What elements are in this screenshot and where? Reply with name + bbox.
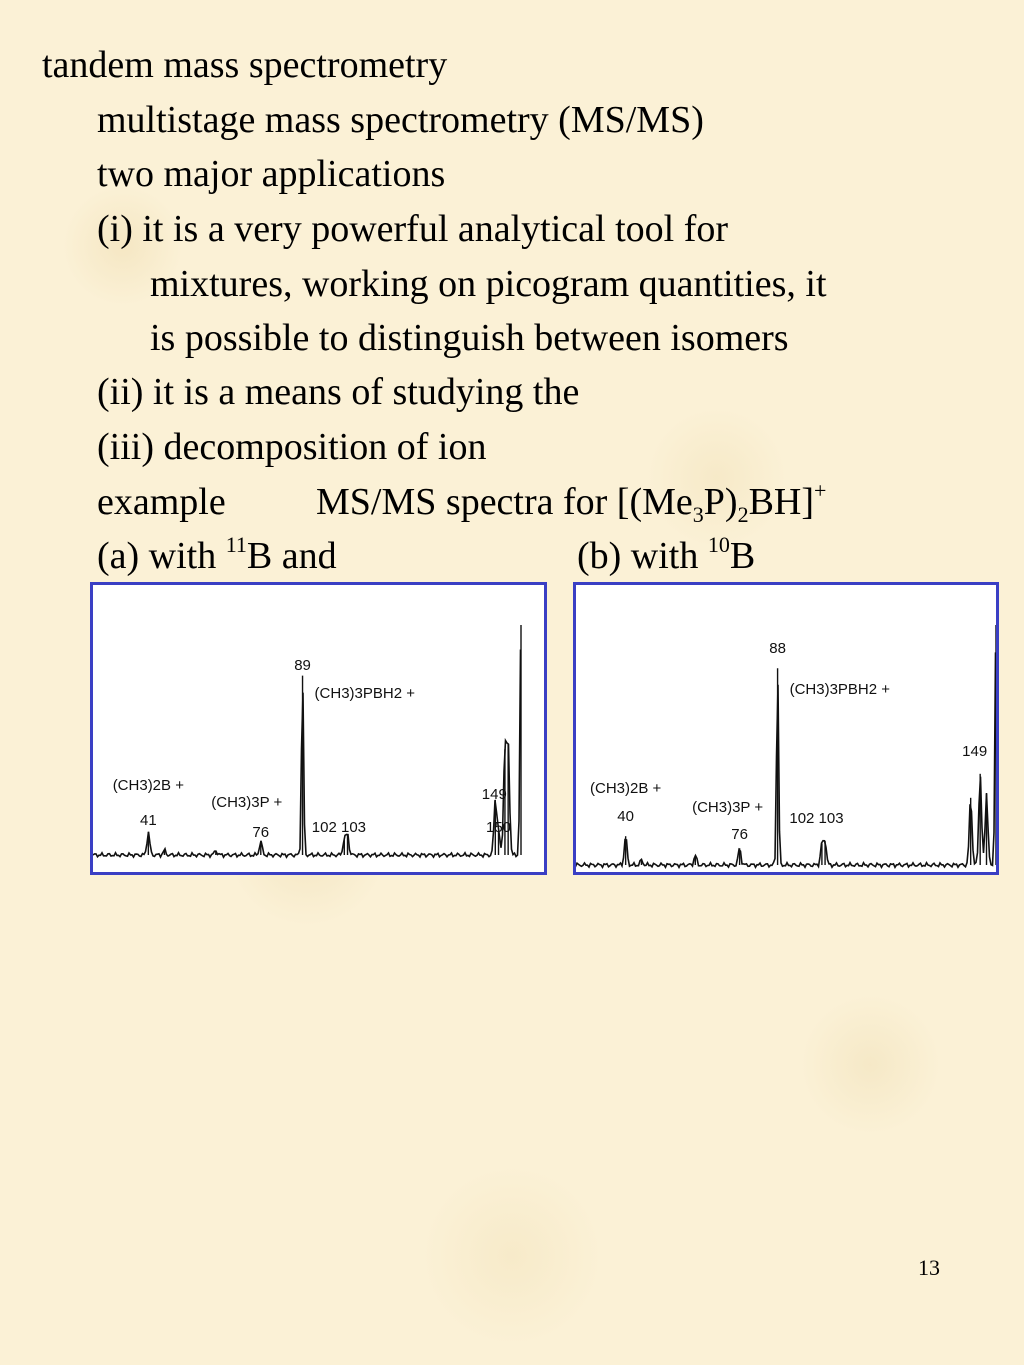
caption-b-superscript: 10 — [707, 532, 730, 557]
spectrum-trace — [93, 650, 521, 858]
application-i-line2 — [150, 262, 827, 306]
caption-a-superscript: 11 — [225, 532, 247, 557]
application-i-text1: (i) it is a very powerful analytical tool for — [97, 208, 729, 250]
formula-subscript-2: 2 — [737, 502, 749, 527]
spectrum-chart-b — [576, 585, 996, 872]
formula-superscript: + — [814, 478, 827, 503]
peak-label: 149 — [481, 786, 507, 803]
caption-b — [577, 534, 755, 583]
peak-label: (CH3)2B + — [590, 780, 662, 797]
formula-part-2: P) — [703, 481, 738, 523]
peak-label: (CH3)3P + — [692, 799, 764, 816]
peak-label: (CH3)2B + — [112, 777, 184, 794]
example-label — [97, 480, 226, 524]
application-i-text2: mixtures, working on picogram quantities, it — [150, 263, 827, 305]
spectrum-trace — [576, 652, 996, 867]
peak-label: (CH3)3P + — [211, 794, 283, 811]
peak-label: 41 — [139, 812, 157, 829]
application-ii — [97, 370, 579, 414]
slide-number: 13 — [918, 1255, 940, 1280]
heading-text: tandem mass spectrometry — [42, 44, 448, 86]
spectrum-panel-b — [573, 582, 999, 875]
heading-tandem-ms — [42, 43, 447, 87]
caption-b-post: B — [729, 535, 756, 577]
peak-label: 88 — [769, 640, 786, 657]
application-i-text3: is possible to distinguish between isomers — [150, 317, 789, 359]
spectrum-panel-a — [90, 582, 547, 875]
caption-a — [97, 534, 337, 583]
application-i-line1 — [97, 207, 728, 251]
application-iii-text: (iii) decomposition of ion — [97, 426, 487, 468]
peak-label: (CH3)3PBH2 + — [314, 685, 415, 702]
subheading-text: multistage mass spectrometry (MS/MS) — [97, 99, 704, 141]
application-iii — [97, 425, 486, 469]
example-word: example — [97, 481, 226, 523]
peak-label: 40 — [617, 808, 634, 825]
caption-a-pre: (a) with — [97, 535, 226, 577]
formula-subscript-1: 3 — [692, 502, 704, 527]
peak-label: 102 103 — [311, 819, 367, 836]
application-i-line3 — [150, 316, 789, 360]
peak-label: 102 103 — [789, 810, 844, 827]
formula-part-3: BH] — [748, 481, 815, 523]
spectrum-chart-a — [93, 585, 544, 872]
caption-b-pre: (b) with — [577, 535, 708, 577]
example-formula — [316, 480, 826, 529]
caption-a-post: B and — [246, 535, 337, 577]
peak-label: 76 — [731, 826, 748, 843]
subheading-msms — [97, 98, 704, 142]
application-ii-text: (ii) it is a means of studying the — [97, 371, 580, 413]
peak-label: (CH3)3PBH2 + — [789, 681, 891, 698]
peak-label: 150 — [485, 819, 512, 836]
peak-label: 149 — [962, 743, 988, 760]
peak-label: 89 — [294, 657, 311, 674]
applications-heading — [97, 152, 445, 196]
formula-part-1: MS/MS spectra for [(Me — [316, 481, 693, 523]
applications-text: two major applications — [97, 153, 446, 195]
peak-label: 76 — [252, 824, 270, 841]
